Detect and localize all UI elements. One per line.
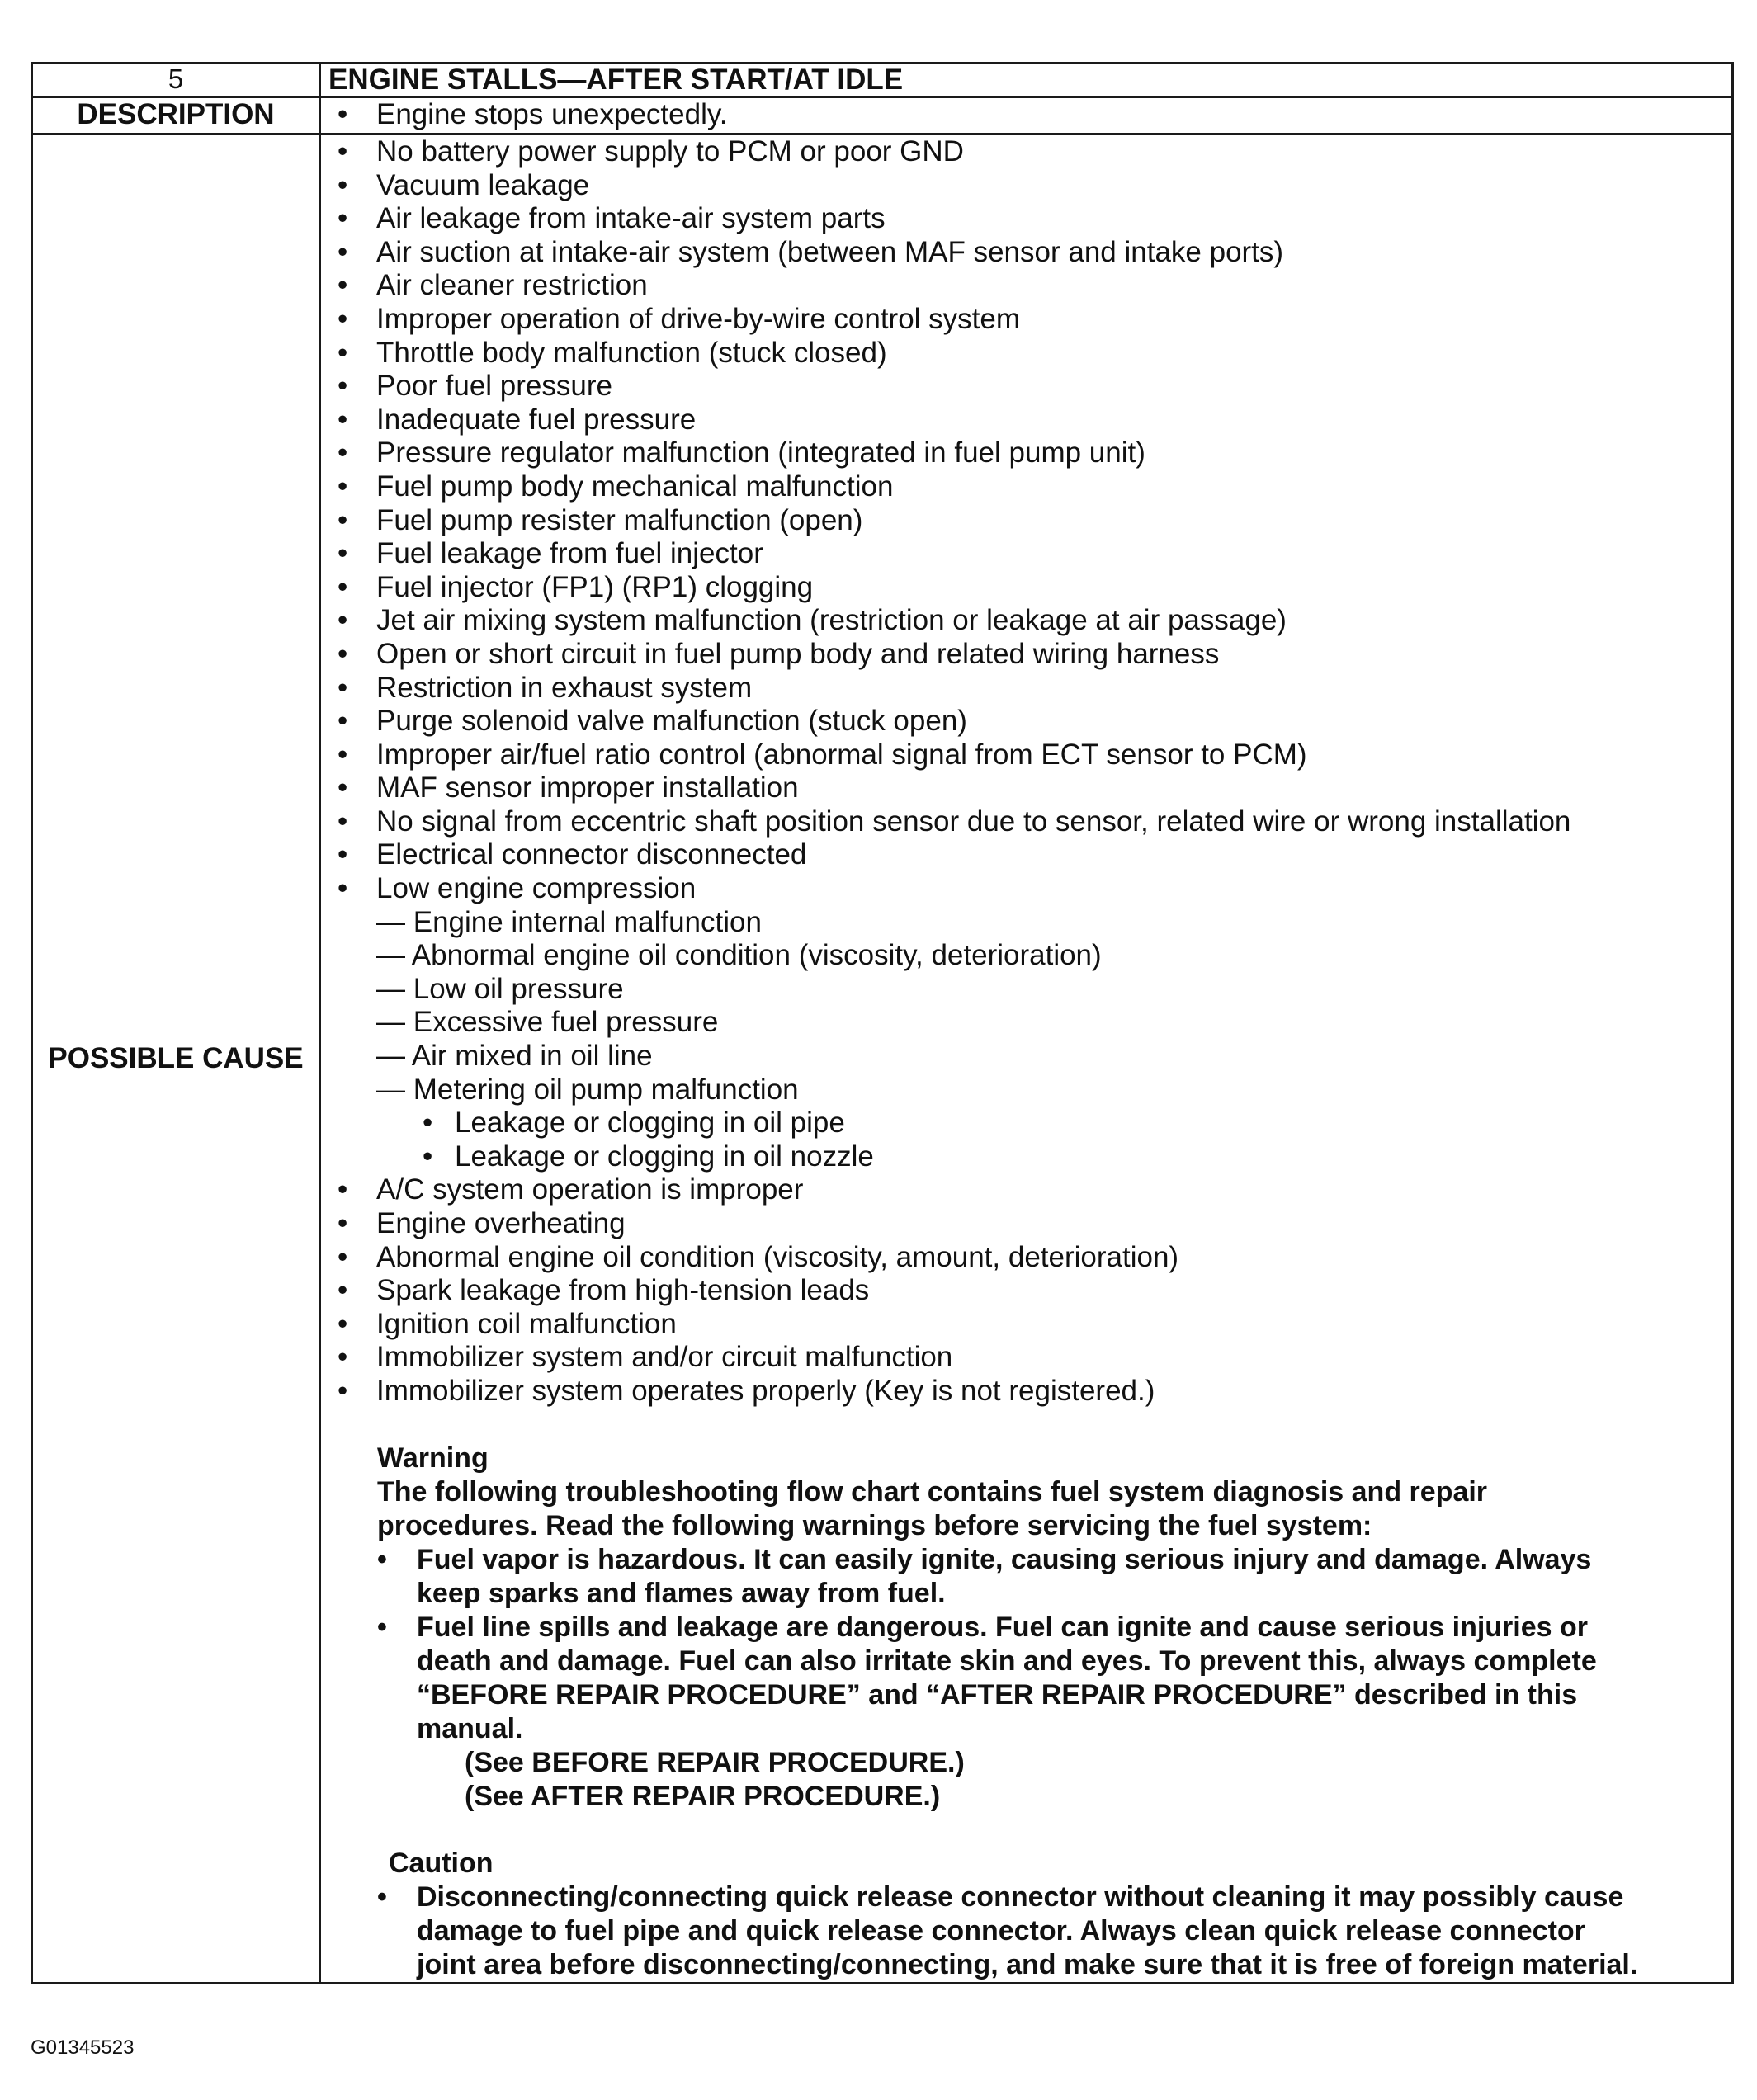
subsub-cause-item: • Leakage or clogging in oil nozzle [423, 1140, 874, 1173]
cause-item: • Air suction at intake-air system (between MAF sensor and intake ports) [338, 235, 1284, 268]
cause-item: • Restriction in exhaust system [338, 671, 753, 704]
cause-item: • Fuel leakage from fuel injector [338, 537, 763, 570]
cause-item: • Immobilizer system and/or circuit malfunction [338, 1341, 953, 1374]
cause-item: • Pressure regulator malfunction (integrated in fuel pump unit) [338, 437, 1145, 470]
sub-cause-item: — Metering oil pump malfunction [376, 1073, 799, 1106]
sub-cause-item: — Low oil pressure [376, 972, 624, 1005]
cause-item: • Inadequate fuel pressure [338, 403, 697, 436]
cause-item: • Air cleaner restriction [338, 269, 648, 302]
see-reference: (See AFTER REPAIR PROCEDURE.) [465, 1780, 941, 1812]
cause-item: • Engine overheating [338, 1207, 626, 1239]
warning-intro-line: The following troubleshooting flow chart contains fuel system diagnosis and repair [377, 1475, 1488, 1508]
caution-heading: Caution [389, 1847, 494, 1879]
figure-code: G01345523 [31, 2036, 135, 2059]
subsub-cause-item: • Leakage or clogging in oil pipe [423, 1107, 845, 1140]
warning-item: • Fuel line spills and leakage are dangerous. Fuel can ignite and cause serious injuries or death and damage. Fuel can also irritate skin and eyes. To prevent this, always complete “BEFORE REPAIR PROCEDURE” and “AFTER REPAIR PROCEDURE” described in this manual. (See BEFORE REPAIR PROCEDURE.) (See AFTER REPAIR PROCEDURE.) [377, 1611, 1731, 1814]
sub-cause-item: — Abnormal engine oil condition (viscosity, deterioration) [376, 939, 1102, 972]
cause-item: • Jet air mixing system malfunction (restriction or leakage at air passage) [338, 604, 1287, 637]
warning-intro-line: procedures. Read the following warnings before servicing the fuel system: [377, 1509, 1372, 1541]
cause-list [321, 135, 1731, 906]
possible-cause-label: POSSIBLE CAUSE [32, 134, 320, 1984]
sub-cause-item: — Excessive fuel pressure [376, 1006, 719, 1039]
caution-item: • Disconnecting/connecting quick release connector without cleaning it may possibly cause damage to fuel pipe and quick release connector. Always clean quick release connector joint area before disconnecting/connecting, and make sure that it is free of foreign material. [377, 1881, 1638, 1980]
cause-item: • No battery power supply to PCM or poor GND [338, 135, 964, 168]
cause-item: • Purge solenoid valve malfunction (stuck open) [338, 705, 967, 738]
troubleshooting-table [31, 62, 1734, 1984]
cause-item: • Fuel injector (FP1) (RP1) clogging [338, 570, 814, 603]
cause-item: • Throttle body malfunction (stuck closed) [338, 336, 887, 369]
cause-item: • Immobilizer system operates properly (Key is not registered.) [338, 1374, 1155, 1407]
sub-cause-list [321, 906, 1731, 1107]
description-text: • Engine stops unexpectedly. [338, 98, 728, 130]
cause-item: • Open or short circuit in fuel pump body and related wiring harness [338, 637, 1220, 670]
see-reference: (See BEFORE REPAIR PROCEDURE.) [465, 1746, 965, 1778]
cause-item: • MAF sensor improper installation [338, 772, 799, 805]
description-label: DESCRIPTION [32, 97, 320, 134]
sub-cause-item: — Air mixed in oil line [376, 1040, 653, 1073]
cause-item: • Improper air/fuel ratio control (abnormal signal from ECT sensor to PCM) [338, 738, 1307, 771]
possible-cause-row [32, 134, 1733, 1984]
cause-item: • Poor fuel pressure [338, 370, 612, 403]
cause-item: • Vacuum leakage [338, 168, 590, 201]
cause-item: • Low engine compression [338, 872, 697, 905]
possible-cause-content [320, 134, 1733, 1984]
subsub-cause-list [321, 1107, 1731, 1173]
cause-item: • Fuel pump resister malfunction (open) [338, 503, 863, 536]
cause-item: • Abnormal engine oil condition (viscosity, amount, deterioration) [338, 1240, 1179, 1273]
cause-item: • Air leakage from intake-air system parts [338, 202, 886, 235]
cause-item: • Spark leakage from high-tension leads [338, 1274, 870, 1307]
description-list [321, 98, 1731, 131]
header-row [32, 64, 1733, 97]
warning-block [321, 1442, 1731, 1982]
description-row [32, 97, 1733, 134]
cause-item: • No signal from eccentric shaft position sensor due to sensor, related wire or wrong installation [338, 805, 1571, 838]
cause-item: • Ignition coil malfunction [338, 1307, 677, 1340]
cause-item: • Electrical connector disconnected [338, 838, 807, 871]
cause-item: • Improper operation of drive-by-wire control system [338, 302, 1021, 335]
warning-heading: Warning [377, 1442, 489, 1474]
step-number: 5 [32, 64, 320, 97]
sub-cause-item: — Engine internal malfunction [376, 905, 762, 938]
step-title: ENGINE STALLS—AFTER START/AT IDLE [320, 64, 1733, 97]
warning-item: • Fuel vapor is hazardous. It can easily ignite, causing serious injury and damage. Always keep sparks and flames away from fuel. [377, 1543, 1592, 1609]
cause-list-continued [321, 1173, 1731, 1408]
cause-item: • A/C system operation is improper [338, 1173, 804, 1206]
cause-item: • Fuel pump body mechanical malfunction [338, 470, 894, 503]
